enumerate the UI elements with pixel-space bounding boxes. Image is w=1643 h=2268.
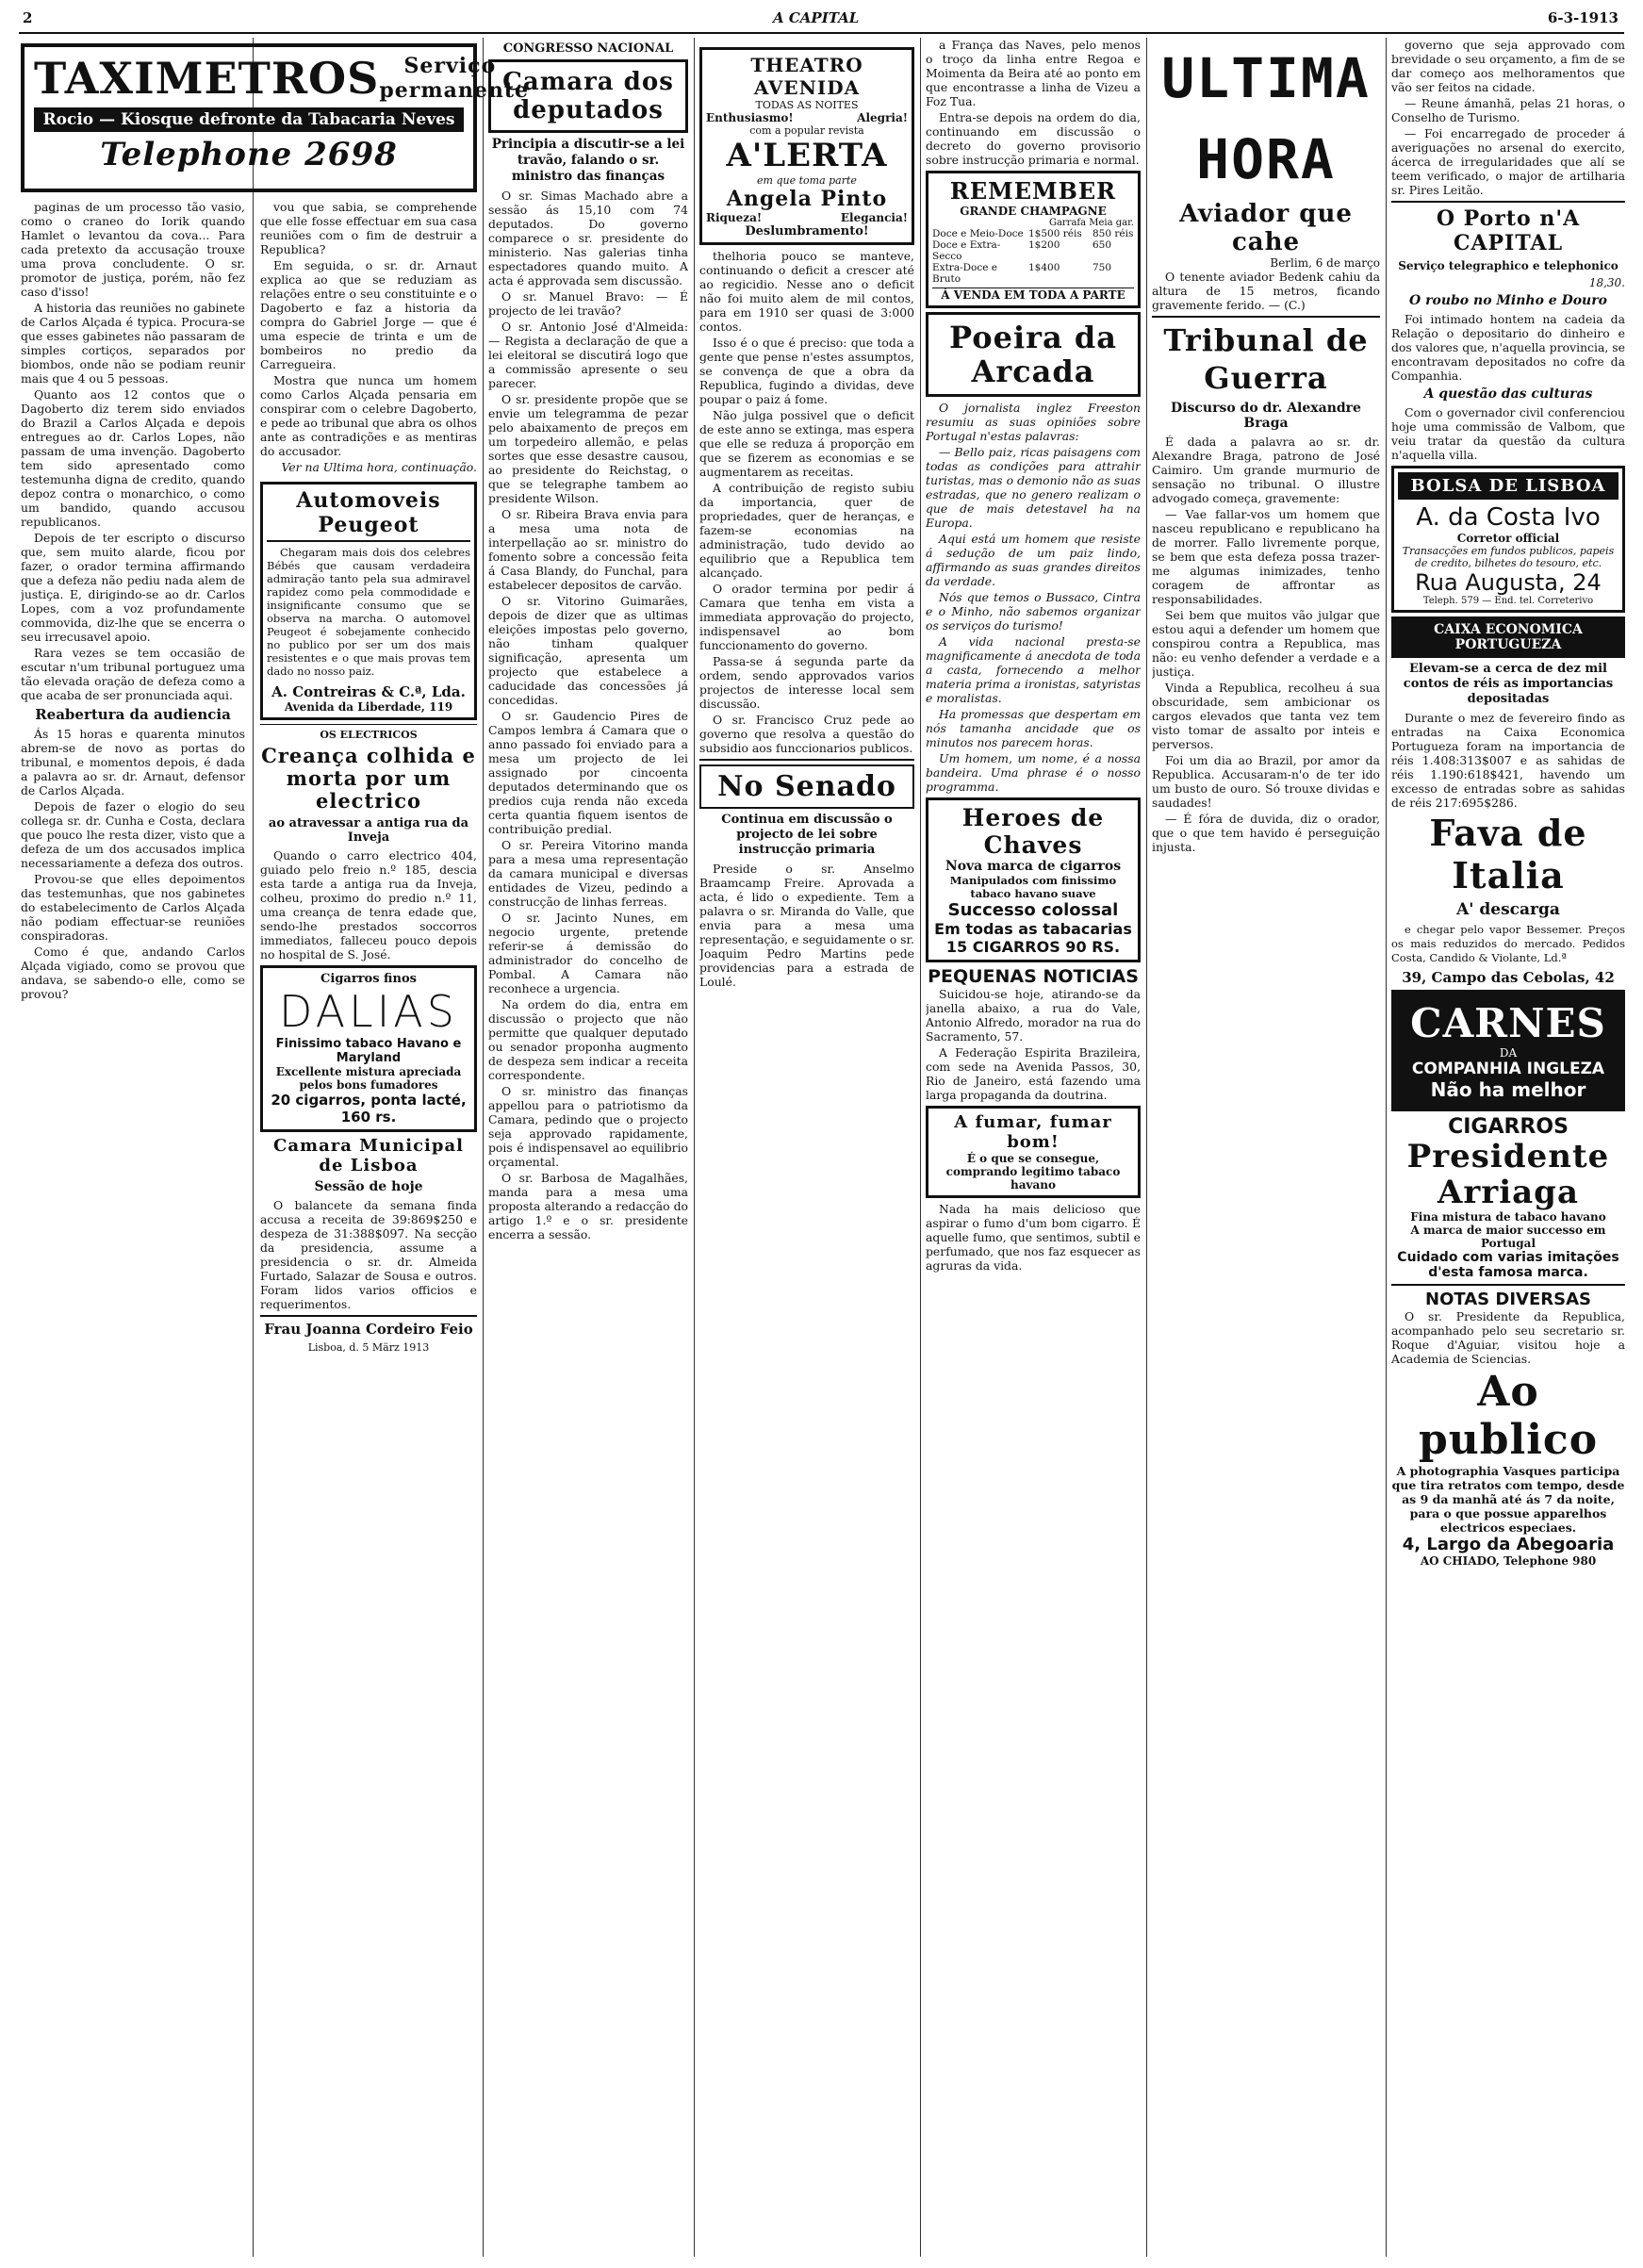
paragraph: O orador termina por pedir á Camara que tenha em vista a immediata approvação do projecto, indispensavel ao bom funccionamento do governo. [699, 582, 914, 652]
continuation-note: Ver na Ultima hora, continuação. [281, 460, 477, 474]
theatro-title: THEATRO AVENIDA [750, 54, 863, 99]
theatro-em: em que toma parte [757, 174, 857, 187]
paragraph: — Bello paiz, ricas paisagens com todas as condições para attrahir turistas, mas o demonio não as suas estradas, que no genero realizam o que de mais detestavel ha na Europa. [926, 445, 1141, 530]
taximetros-location: Rocio — Kiosque defronte da Tabacaria Neves [34, 107, 464, 132]
aviador-title: Aviador que cahe [1179, 200, 1353, 256]
column-divider [253, 38, 254, 2257]
paragraph: O sr. Ribeira Brava envia para a mesa uma nota de interpellação ao sr. ministro do fomento sobre a concessão feita á Casa Blandy, do Funchal, para estabelecer depositos de carvão. [488, 507, 688, 592]
paragraph: Nada ha mais delicioso que aspirar o fumo d'um bom cigarro. É aquelle fumo, que sentimos, subtil e perfumado, que nos faz esquecer as agruras da vida. [926, 1202, 1141, 1273]
remember-prices [932, 228, 1134, 285]
paragraph: Sei bem que muitos vão julgar que estou aqui a defender um homem que conspirou contra a Republica, mas não: eu venho defender a verdade e a justiça. [1152, 608, 1380, 679]
paragraph: Nós que temos o Bussaco, Cintra e o Minho, não sabemos organizar os serviços do turismo! [926, 590, 1141, 633]
porto-head: O roubo no Minho e Douro [1409, 293, 1607, 308]
fava-text: e chegar pelo vapor Bessemer. Preços os mais reduzidos do mercado. Pedidos Costa, Candido & Violante, Ld.ª [1391, 923, 1625, 964]
publico-text: A photographia Vasques participa que tira retratos com tempo, desde as 9 da manhã até ás 7 da noite, para o que possue apparelhos electricos especiaes. [1391, 1464, 1625, 1535]
notas-title: NOTAS DIVERSAS [1425, 1290, 1591, 1309]
column-divider [1386, 38, 1387, 2257]
paragraph: O sr. Manuel Bravo: — É projecto de lei travão? [488, 289, 688, 318]
column-3 [488, 38, 688, 2259]
paragraph: O sr. Francisco Cruz pede ao governo que resolva a questão do subsidio aos funccionarios publicos. [699, 713, 914, 755]
paragraph: Ás 15 horas e quarenta minutos abrem-se de novo as portas do tribunal, e momentos depois, é dada a palavra ao sr. dr. Arnaut, defensor de Carlos Alçada. [21, 727, 245, 797]
senado-sub: Continua em discussão o projecto de lei sobre instrucção primaria [721, 813, 893, 857]
paragraph: O jornalista inglez Freeston resumiu as suas opiniões sobre Portugal n'estas palavras: [926, 401, 1141, 443]
paragraph: É dada a palavra ao sr. dr. Alexandre Braga, patrono de José Caimiro. Um grande murmurio de sensação no tribunal. O illustre advogado começa, gravemente: [1152, 435, 1380, 505]
arriaga-small: CIGARROS [1448, 1115, 1569, 1139]
remember-sub: GRANDE CHAMPAGNE [960, 205, 1107, 218]
paragraph: Rara vezes se tem occasião de escutar n'um tribunal portuguez uma tão elevada oração de defeza como a que acaba de ser pronunciada aqui. [21, 646, 245, 702]
theatro-revista: com a popular revista [749, 124, 864, 137]
paragraph: Isso é o que é preciso: que toda a gente que pense n'estes assumptos, se convença de que a obra da Republica, fugindo a dividas, deve poupar o paiz á fome. [699, 336, 914, 406]
bolsa-firm: A. da Costa Ivo [1416, 503, 1601, 532]
price-cell: Doce e Meio-Doce [932, 228, 1024, 239]
publico-title: Ao publico [1418, 1368, 1599, 1464]
paragraph: O sr. Jacinto Nunes, em negocio urgente, pretende referir-se á demissão do administrador do concelho de Pombal. A Camara não reconhece a urgencia. [488, 911, 688, 995]
fumar-title: A fumar, fumar bom! [954, 1112, 1112, 1152]
price-cell: 1$500 réis [1028, 228, 1082, 239]
ad-ao-publico [1391, 1368, 1625, 1568]
paragraph: a França das Naves, pelo menos o troço da linha entre Regoa e Moimenta da Beira até ao ponto em que encontrasse a linha de Vizeu a Foz Tua. [926, 38, 1141, 108]
paragraph: O sr. Vitorino Guimarães, depois de dizer que as ultimas eleições impostas pelo governo, não tinham qualquer significação, apresenta um projecto que estabelece a caducidade das concessões já concedidas. [488, 594, 688, 707]
paragraph: Com o governador civil conferenciou hoje uma commissão de Valbom, que veiu tratar da questão da cultura n'aquella villa. [1391, 405, 1625, 462]
price-cell: Extra-Doce e Bruto [932, 262, 998, 285]
dalias-small: Cigarros finos [320, 972, 417, 986]
peugeot-firm: A. Contreiras & C.ª, Lda. [271, 683, 466, 700]
column-divider [694, 38, 695, 2257]
paragraph: O sr. Antonio José d'Almeida: — Regista a declaração de que a lei eleitoral se discutirá logo que a commissão apresente o seu parecer. [488, 320, 688, 390]
bolsa-phone: Teleph. 579 — End. tel. Correterivo [1422, 596, 1594, 606]
column-divider [920, 38, 921, 2257]
fumar-sub: É o que se consegue, comprando legitimo tabaco havano [945, 1152, 1121, 1192]
paragraph: O sr. Pereira Vitorino manda para a mesa uma representação da camara municipal e diversas entidades de Vizeu, pedindo a construcção de linhas ferreas. [488, 838, 688, 909]
fava-address: 39, Campo das Cebolas, 42 [1402, 969, 1615, 986]
dalias-line3: 20 cigarros, ponta lacté, 160 rs. [271, 1092, 467, 1126]
camara-sub: Sessão de hoje [314, 1179, 423, 1194]
ad-bolsa-lisboa [1391, 466, 1625, 613]
carnes-title: CARNES [1410, 1000, 1606, 1046]
carnes-da: DA [1499, 1046, 1518, 1060]
paragraph: O sr. Gaudencio Pires de Campos lembra á Camara que o anno passado foi enviado para a mesa um projecto de lei assignado por cincoenta deputados determinando que os predios cuja renda não exceda certa quantia fiquem isentos de contribuição predial. [488, 709, 688, 836]
column-4 [699, 38, 914, 2259]
taximetros-servico: Serviço permanente [379, 54, 529, 103]
paragraph: O sr. Simas Machado abre a sessão ás 15,10 com 74 deputados. Do governo comparece o sr. presidente do ministerio. Nas galerias tinha espectadores quando muito. A acta é approvada sem discussão. [488, 189, 688, 288]
ad-remember [926, 171, 1141, 308]
paragraph: — Vae fallar-vos um homem que nasceu republicano e republicano ha de morrer. Fallo livremente porque, se bem que esta defeza possa trazer-me algumas inimizades, tenho coragem de affrontar as responsabilidades. [1152, 507, 1380, 606]
camara-title: Camara Municipal de Lisboa [273, 1136, 464, 1175]
bolsa-role: Corretor official [1456, 532, 1560, 545]
header-rule [19, 32, 1624, 34]
bolsa-title: BOLSA DE LISBOA [1398, 472, 1618, 500]
paper-name: A CAPITAL [773, 9, 860, 26]
paragraph: A Federação Espirita Brazileira, com sede na Avenida Passos, 30, Rio de Janeiro, está fazendo uma larga propaganda da doutrina. [926, 1045, 1141, 1102]
theatro-sub: TODAS AS NOITES [755, 99, 859, 111]
heroes-line2: Successo colossal [947, 900, 1119, 920]
ad-taximetros [21, 43, 529, 192]
paragraph: Quando o carro electrico 404, guiado pelo freio n.º 185, descia esta tarde a antiga rua da Inveja, colheu, proximo do predio n.º 11, uma creança de tenra edade que, sendo-lhe prestados soccorros immediatos, falleceu pouco depois no hospital de S. José. [260, 848, 477, 961]
paragraph: O tenente aviador Bedenk cahiu da altura de 15 metros, ficando gravemente ferido. — (C.) [1152, 270, 1380, 312]
arriaga-line2: A marca de maior successo em Portugal [1410, 1224, 1606, 1250]
paragraph: Foi um dia ao Brazil, por amor da Republica. Accusaram-n'o de ter ido um busto de ouro. Só trouxe dividas e saudades! [1152, 753, 1380, 810]
divider [1391, 201, 1625, 203]
pequenas-title: PEQUENAS NOTICIAS [928, 966, 1139, 987]
price-cell: 750 [1093, 262, 1112, 273]
tribunal-title: Tribunal de Guerra [1163, 322, 1369, 396]
senado-box [699, 764, 914, 809]
paragraph: vou que sabia, se comprehende que elle fosse effectuar em sua casa reuniões com o fim de destruir a Republica? [260, 200, 477, 256]
paragraph: A vida nacional presta-se magnificamente á anecdota de toda a casta, fornecendo a melhor materia prima a ironistas, satyristas e moralistas. [926, 634, 1141, 705]
paragraph: Quanto aos 12 contos que o Dagoberto diz terem sido enviados do Brazil a Carlos Alçada e depois entregues ao dr. Carlos Lopes, não passam de uma invenção. Dagoberto tem sido apresentado como testemunha digna de credito, quando depoz contra o monarchico, o como um bandido, quando accusou republicanos. [21, 387, 245, 529]
bolsa-address: Rua Augusta, 24 [1415, 569, 1602, 596]
paragraph: Entra-se depois na ordem do dia, continuando em discussão o decreto do governo provisorio sobre instrucção primaria e normal. [926, 110, 1141, 167]
poeira-title: Poeira da Arcada [949, 320, 1117, 389]
porto-sub: Serviço telegraphico e telephonico [1398, 259, 1618, 272]
camara-deputados-title: Camara dos deputados [502, 68, 674, 124]
porto-title: O Porto n'A CAPITAL [1436, 206, 1581, 255]
divider [260, 1315, 477, 1317]
caixa-title: CAIXA ECONOMICA PORTUGUEZA [1391, 616, 1625, 658]
paragraph: Preside o sr. Anselmo Braamcamp Freire. Aprovada a acta, é lido o expediente. Tem a palavra o sr. Miranda do Valle, que envia para a mesa uma representação, e seguidamente o sr. Joaquim Pedro Martins pede providencias para a estrada de Loulé. [699, 862, 914, 989]
dalias-line2: Excellente mistura apreciada pelos bons fumadores [275, 1065, 462, 1092]
column-divider [1146, 38, 1147, 2257]
paragraph: O sr. Barbosa de Magalhães, manda para a mesa uma proposta alterando a redacção do artigo 1.º e o sr. presidente encerra a sessão. [488, 1171, 688, 1241]
camara-deputados-box [488, 59, 688, 133]
paragraph: Ha promessas que despertam em nós tamanha ancidade que os minutos nos parecem horas. [926, 707, 1141, 749]
taximetros-title: TAXIMETROS [34, 53, 380, 104]
paragraph: — Foi encarregado de proceder á averiguações no arsenal do exercito, ácerca de irregularidades que alí se teem verificado, o major de artilharia sr. Pires Leitão. [1391, 126, 1625, 197]
heroes-sub: Nova marca de cigarros [945, 859, 1122, 874]
theatro-tag-right: Alegria! [857, 111, 908, 124]
ultima-hora-title: ULTIMA HORA [1161, 46, 1371, 191]
bolsa-services: Transacções em fundos publicos, papeis de credito, bilhetes do tesouro, etc. [1402, 545, 1615, 569]
column-2 [260, 200, 477, 2259]
price-cell: 650 [1093, 239, 1112, 251]
theatro-tag-left: Enthusiasmo! [706, 111, 794, 124]
theatro-final: Deslumbramento! [745, 224, 869, 238]
poeira-box [926, 312, 1141, 397]
paragraph: Suicidou-se hoje, atirando-se da janella abaixo, a rua do Vale, Antonio Alfredo, morador na rua do Sacramento, 57. [926, 987, 1141, 1044]
taximetros-phone: Telephone 2698 [100, 136, 398, 173]
price-cell: 1$400 [1028, 262, 1060, 273]
paragraph: Vinda a Republica, recolheu á sua obscuridade, sem ambicionar os cargos elevados que tanta vez tem visto tomar de assalto por inteis e perversos. [1152, 681, 1380, 751]
divider [1391, 1284, 1625, 1286]
theatro-play: A'LERTA [726, 137, 888, 174]
paragraph: O sr. ministro das finanças appellou para o patriotismo da Camara, pedindo que o projecto seja approvado rapidamente, pois é indispensavel ao equilibrio orçamental. [488, 1084, 688, 1169]
remember-sale: Á VENDA EM TODA A PARTE [932, 288, 1134, 302]
electricos-head: OS ELECTRICOS [320, 729, 418, 741]
paragraph: Um homem, um nome, é a nossa bandeira. Uma phrase é o nosso programma. [926, 751, 1141, 794]
ad-theatro-avenida [699, 47, 914, 245]
paragraph: — É fóra de duvida, diz o orador, que o que tem havido é perseguição injusta. [1152, 812, 1380, 854]
heroes-line1: Manipulados com finissimo tabaco havano suave [949, 874, 1117, 900]
tribunal-sub: Discurso do dr. Alexandre Braga [1171, 401, 1361, 431]
ad-carnes [1391, 990, 1625, 1111]
heroes-line3: Em todas as tabacarias [934, 920, 1132, 938]
ad-dalias [260, 965, 477, 1132]
arriaga-line1: Fina mistura de tabaco havano [1410, 1210, 1606, 1224]
fava-title: Fava de Italia [1429, 812, 1587, 896]
carnes-tagline: Não ha melhor [1430, 1078, 1586, 1101]
paragraph: Foi intimado hontem na cadeia da Relação o depositario do dinheiro e dos valores que, n'aquella provincia, se encontravam depositados no cofre da Companhia. [1391, 312, 1625, 383]
paragraph: Passa-se á segunda parte da ordem, sendo approvados varios projectos de interesse local sem discussão. [699, 654, 914, 711]
obituary-place: Lisboa, d. 5 März 1913 [307, 1341, 430, 1354]
paragraph: paginas de um processo tão vasio, como o craneo do Iorik quando Hamlet o levantou da cova... Para cada pretexto da accusação trouxe uma prova concludente. O sr. promotor de justiça, porém, não fez caso d'isso! [21, 200, 245, 299]
paragraph: Mostra que nunca um homem como Carlos Alçada pensaria em conspirar com o celebre Dagoberto, e pede ao tribunal que abra os olhos ante as contradições e as mentiras do accusador. [260, 373, 477, 458]
paragraph: Na ordem do dia, entra em discussão o projecto que não permitte que qualquer deputado ou senador proponha augmento de despeza sem indicar a receita correspondente. [488, 997, 688, 1082]
carnes-company: COMPANHIA INGLEZA [1411, 1060, 1605, 1078]
column-7 [1391, 38, 1625, 2259]
electricos-title: Creança colhida e morta por um electrico [261, 744, 476, 813]
paragraph: Depois de ter escripto o discurso que, sem muito alarde, ficou por fazer, o orador termina affirmando que a defeza não pediu nada alem de justiça. E, dirigindo-se ao dr. Carlos Lopes, com a voz profundamente commovida, diz-lhe que se encerra o seu irrecusavel apoio. [21, 531, 245, 644]
dalias-line1: Finissimo tabaco Havano e Maryland [275, 1037, 462, 1065]
paragraph: Em seguida, o sr. dr. Arnaut explica ao que se reduziam as relações entre o seu constituinte e o Dagoberto e faz a historia da compra do Gabriel Jorge — que é uma especie de trinta e um de bombeiros no predio da Carregueira. [260, 258, 477, 371]
column-6 [1152, 38, 1380, 2259]
section-heading: Reabertura da audiencia [35, 706, 231, 723]
ad-fumar [926, 1106, 1141, 1198]
fava-sub: A' descarga [1456, 900, 1560, 919]
paragraph: Depois de fazer o elogio do seu collega sr. dr. Cunha e Costa, declara que pouco lhe resta dizer, visto que a defeza de um dos accusados implica necessariamente a defeza dos outros. [21, 799, 245, 870]
electricos-sub: ao atravessar a antiga rua da Inveja [268, 816, 469, 845]
paragraph: O sr. Presidente da Republica, acompanhado pelo seu secretario sr. Roque d'Aguiar, visitou hoje a Academia de Sciencias. [1391, 1309, 1625, 1366]
paragraph: A contribuição de registo subiu da importancia, quer de propriedades, quer de heranças, e fazem-se economias na administração, tudo devido ao equilibrio que a Republica tem alcançado. [699, 481, 914, 580]
paragraph: Aqui está um homem que resiste á sedução de um paiz lindo, affirmando as suas grandes direitos da verdade. [926, 532, 1141, 588]
publico-phone: AO CHIADO, Telephone 980 [1420, 1554, 1597, 1568]
culturas-head: A questão das culturas [1423, 386, 1593, 402]
paragraph: — Reune ámanhã, pelas 21 horas, o Conselho de Turismo. [1391, 96, 1625, 124]
peugeot-title: Automoveis Peugeot [267, 488, 470, 542]
divider [1152, 316, 1380, 318]
paragraph: Provou-se que elles depoimentos das testemunhas, que nos gabinetes do estabelecimento de Carlos Alçada não podiam effectuar-se reuniões conspiradoras. [21, 872, 245, 943]
divider [699, 759, 914, 761]
porto-time: 18,30. [1588, 276, 1625, 289]
paragraph: Durante o mez de fevereiro findo as entradas na Caixa Economica Portugueza foram na importancia de réis 1.408:313$007 e as sahidas de réis 1.190:618$421, havendo um excesso de entradas sobre as sahidas de réis 217:695$286. [1391, 711, 1625, 810]
arriaga-line3: Cuidado com varias imitações d'esta famosa marca. [1397, 1250, 1619, 1280]
theatro-actress: Angela Pinto [726, 187, 888, 211]
theatro-tag4: Elegancia! [840, 211, 908, 224]
paragraph: O sr. presidente propõe que se envie um telegramma de pezar pelo abaixamento de preços em um torpedeiro allemão, e pelas sortes que esse desastre causou, ao presidente do Reichstag, o que se telegraphe tambem ao presidente Wilson. [488, 392, 688, 505]
remember-header-col: Garrafa Meia gar. [1048, 218, 1134, 228]
column-divider [483, 38, 484, 2257]
paragraph: thelhoria pouco se manteve, continuando o deficit a crescer até ao regicidio. Nesse ano o deficit não foi muito alem de mil contos, para em 1910 ser quasi de 3:000 contos. [699, 249, 914, 334]
congresso-head: CONGRESSO NACIONAL [502, 41, 674, 56]
caixa-sub: Elevam-se a cerca de dez mil contos de réis as importancias depositadas [1403, 662, 1614, 706]
heroes-line4: 15 CIGARROS 90 RS. [945, 938, 1121, 956]
ad-heroes-chaves [926, 797, 1141, 962]
column-1 [21, 200, 245, 2259]
issue-date: 6-3-1913 [1547, 9, 1618, 26]
peugeot-body: Chegaram mais dois dos celebres Bébés que causam verdadeira admiração tanto pela sua admiravel rapidez como pela commodidade e insignificante consumo que se observa na marcha. O automovel Peugeot é sobejamente conhecido no publico por ser um dos mais resistentes e o que mais provas tem dado no nosso paiz. [267, 546, 470, 678]
paragraph: Como é que, andando Carlos Alçada vigiado, como se provou que andava, se sabendo-o elle, como se provou? [21, 945, 245, 1001]
paragraph: Não julga possivel que o deficit de este anno se extinga, mas espera que elle se reduza á proporção em que se fizerem as economias e se augmentarem as receitas. [699, 408, 914, 479]
paragraph: O balancete da semana finda accusa a receita de 39:869$250 e despeza de 31:388$097. Na secção da presidencia, assume a presidencia o sr. dr. Almeida Furtado, Salazar de Sousa e outros. Foram lidos varios officios e requerimentos. [260, 1198, 477, 1311]
ad-presidente-arriaga [1391, 1115, 1625, 1280]
paragraph: governo que seja approvado com brevidade o seu orçamento, a fim de se dar começo aos melhoramentos que vão ser feitos na cidade. [1391, 38, 1625, 94]
camara-deputados-sub: Principia a discutir-se a lei travão, falando o sr. ministro das finanças [491, 137, 685, 184]
theatro-tag3: Riqueza! [706, 211, 763, 224]
price-cell: 1$200 [1028, 239, 1060, 251]
ad-peugeot [260, 482, 477, 720]
remember-title: REMEMBER [949, 177, 1117, 205]
arriaga-title: Presidente Arriaga [1406, 1138, 1610, 1211]
aviador-place: Berlim, 6 de março [1270, 256, 1380, 270]
publico-address: 4, Largo da Abegoaria [1402, 1535, 1615, 1554]
paragraph: A historia das reuniões no gabinete de Carlos Alçada é typica. Procura-se que esses gabinetes não passaram de simples cortiços, separados por biombos, onde não se podiam reunir mais que 4 ou 5 pessoas. [21, 301, 245, 386]
page-number: 2 [23, 9, 33, 26]
price-cell: Doce e Extra-Secco [932, 239, 1001, 262]
price-cell: 850 réis [1093, 228, 1134, 239]
heroes-title: Heroes de Chaves [961, 804, 1105, 859]
column-5 [926, 38, 1141, 2259]
dalias-title: DALIAS [279, 986, 458, 1037]
senado-title: No Senado [717, 770, 896, 803]
peugeot-address: Avenida da Liberdade, 119 [284, 700, 453, 714]
divider [260, 724, 477, 725]
obituary-heading: Frau Joanna Cordeiro Feio [264, 1321, 473, 1338]
